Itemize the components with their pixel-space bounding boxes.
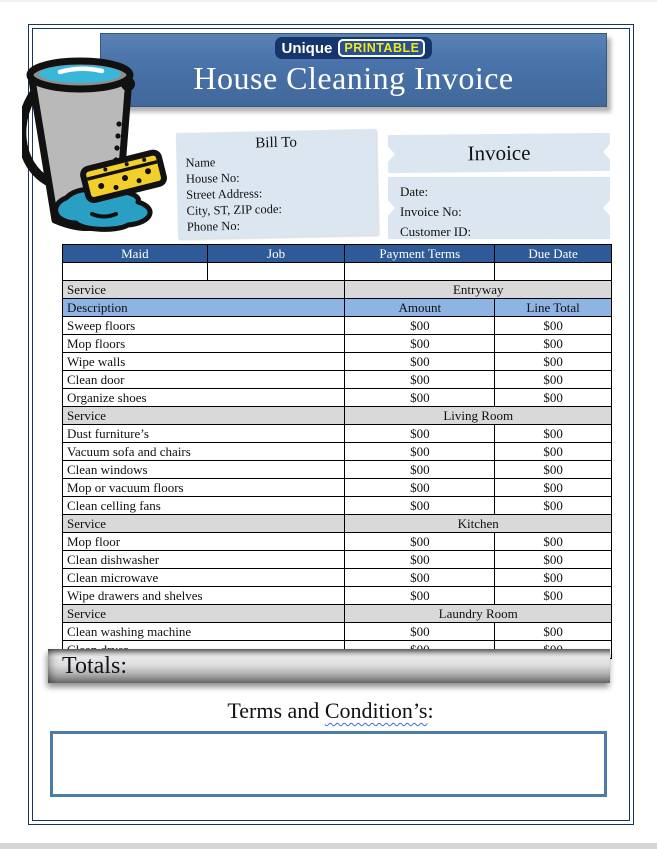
item-line-total-cell: $00 <box>495 371 612 389</box>
item-description-cell: Sweep floors <box>63 317 345 335</box>
item-row <box>63 353 612 371</box>
item-amount-cell: $00 <box>345 461 495 479</box>
item-description-cell: Wipe walls <box>63 353 345 371</box>
item-line-total-cell: $00 <box>495 317 612 335</box>
title-banner <box>100 33 607 107</box>
invoice-field-label: Customer ID: <box>400 224 472 239</box>
item-line-total-cell: $00 <box>495 533 612 551</box>
bill-to-panel <box>176 129 378 239</box>
item-description-cell: Vacuum sofa and chairs <box>63 443 345 461</box>
bill-to-field-label: Phone No: <box>186 218 241 234</box>
invoice-field-label: Date: <box>400 184 429 199</box>
blank-entry-cell[interactable] <box>207 263 345 281</box>
service-label-cell: Service <box>63 515 345 533</box>
bill-to-heading: Bill To <box>255 134 298 152</box>
item-row <box>63 317 612 335</box>
description-header-cell: Description <box>63 299 345 317</box>
terms-heading-word: Condition’s <box>324 698 428 723</box>
terms-heading-prefix: Terms and <box>227 698 325 723</box>
item-description-cell: Mop or vacuum floors <box>63 479 345 497</box>
item-amount-cell: $00 <box>345 389 495 407</box>
brand-logo <box>275 37 433 59</box>
item-amount-cell: $00 <box>345 587 495 605</box>
service-row <box>63 515 612 533</box>
bill-to-field-label: Name <box>185 155 216 170</box>
item-row <box>63 479 612 497</box>
item-amount-cell: $00 <box>345 551 495 569</box>
totals-bar <box>48 649 610 683</box>
item-description-cell: Clean microwave <box>63 569 345 587</box>
handle-knob <box>121 77 135 91</box>
item-row <box>63 425 612 443</box>
item-line-total-cell: $00 <box>495 569 612 587</box>
service-row <box>63 407 612 425</box>
blank-entry-row <box>63 263 612 281</box>
blank-entry-cell[interactable] <box>63 263 208 281</box>
viewport-bottom-edge <box>0 843 657 849</box>
item-row <box>63 371 612 389</box>
bill-to-field-label: Street Address: <box>186 186 263 202</box>
brand-logo-word-unique: Unique <box>281 39 333 57</box>
item-line-total-cell: $00 <box>495 587 612 605</box>
line-total-header-cell: Line Total <box>495 299 612 317</box>
service-label-cell: Service <box>63 407 345 425</box>
viewport-top-edge <box>0 0 657 2</box>
brand-logo-word-printable: PRINTABLE <box>338 39 425 57</box>
item-row <box>63 497 612 515</box>
item-description-cell: Clean dishwasher <box>63 551 345 569</box>
terms-heading <box>28 698 633 724</box>
bill-to-field-label: House No: <box>185 170 240 186</box>
item-amount-cell: $00 <box>345 335 495 353</box>
item-line-total-cell: $00 <box>495 479 612 497</box>
invoice-heading: Invoice <box>467 140 531 165</box>
column-header-due-date: Due Date <box>495 245 612 263</box>
item-line-total-cell: $00 <box>495 497 612 515</box>
item-line-total-cell: $00 <box>495 425 612 443</box>
item-amount-cell: $00 <box>345 497 495 515</box>
item-amount-cell: $00 <box>345 623 495 641</box>
item-line-total-cell: $00 <box>495 335 612 353</box>
item-description-cell: Mop floors <box>63 335 345 353</box>
column-header-job: Job <box>207 245 345 263</box>
amount-header-cell: Amount <box>345 299 495 317</box>
item-description-cell: Dust furniture’s <box>63 425 345 443</box>
page-title: House Cleaning Invoice <box>193 60 514 96</box>
column-header-payment-terms: Payment Terms <box>345 245 495 263</box>
item-line-total-cell: $00 <box>495 353 612 371</box>
item-description-cell: Mop floor <box>63 533 345 551</box>
item-description-cell: Organize shoes <box>63 389 345 407</box>
description-header-row <box>63 299 612 317</box>
room-name-cell: Laundry Room <box>345 605 612 623</box>
item-row <box>63 569 612 587</box>
invoice-table-body <box>63 245 612 659</box>
item-row <box>63 533 612 551</box>
item-row <box>63 623 612 641</box>
invoice-fields-panel <box>388 177 610 239</box>
service-label-cell: Service <box>63 605 345 623</box>
item-row <box>63 587 612 605</box>
item-amount-cell: $00 <box>345 533 495 551</box>
item-description-cell: Clean windows <box>63 461 345 479</box>
service-row <box>63 281 612 299</box>
item-amount-cell: $00 <box>345 371 495 389</box>
item-line-total-cell: $00 <box>495 461 612 479</box>
blank-entry-cell[interactable] <box>495 263 612 281</box>
item-line-total-cell: $00 <box>495 443 612 461</box>
service-label-cell: Service <box>63 281 345 299</box>
bill-to-field-label: City, ST, ZIP code: <box>186 201 283 218</box>
item-description-cell: Clean washing machine <box>63 623 345 641</box>
table-header-row <box>63 245 612 263</box>
item-line-total-cell: $00 <box>495 551 612 569</box>
bill-to-fields <box>176 151 378 235</box>
column-header-maid: Maid <box>63 245 208 263</box>
item-amount-cell: $00 <box>345 443 495 461</box>
blank-entry-cell[interactable] <box>345 263 495 281</box>
invoice-heading-banner <box>388 133 610 173</box>
item-row <box>63 461 612 479</box>
room-name-cell: Entryway <box>345 281 612 299</box>
item-row <box>63 551 612 569</box>
item-description-cell: Clean door <box>63 371 345 389</box>
item-amount-cell: $00 <box>345 353 495 371</box>
item-amount-cell: $00 <box>345 569 495 587</box>
item-line-total-cell: $00 <box>495 389 612 407</box>
invoice-table <box>62 244 612 659</box>
room-name-cell: Living Room <box>345 407 612 425</box>
item-line-total-cell: $00 <box>495 623 612 641</box>
item-row <box>63 443 612 461</box>
totals-label: Totals: <box>62 652 127 679</box>
item-amount-cell: $00 <box>345 317 495 335</box>
item-amount-cell: $00 <box>345 479 495 497</box>
service-row <box>63 605 612 623</box>
item-row <box>63 335 612 353</box>
invoice-field-label: Invoice No: <box>400 204 462 219</box>
item-amount-cell: $00 <box>345 425 495 443</box>
terms-input-box[interactable] <box>50 731 607 797</box>
cleaning-bucket-illustration <box>22 46 172 236</box>
room-name-cell: Kitchen <box>345 515 612 533</box>
item-description-cell: Wipe drawers and shelves <box>63 587 345 605</box>
item-row <box>63 389 612 407</box>
item-description-cell: Clean celling fans <box>63 497 345 515</box>
terms-heading-suffix: : <box>427 698 434 723</box>
